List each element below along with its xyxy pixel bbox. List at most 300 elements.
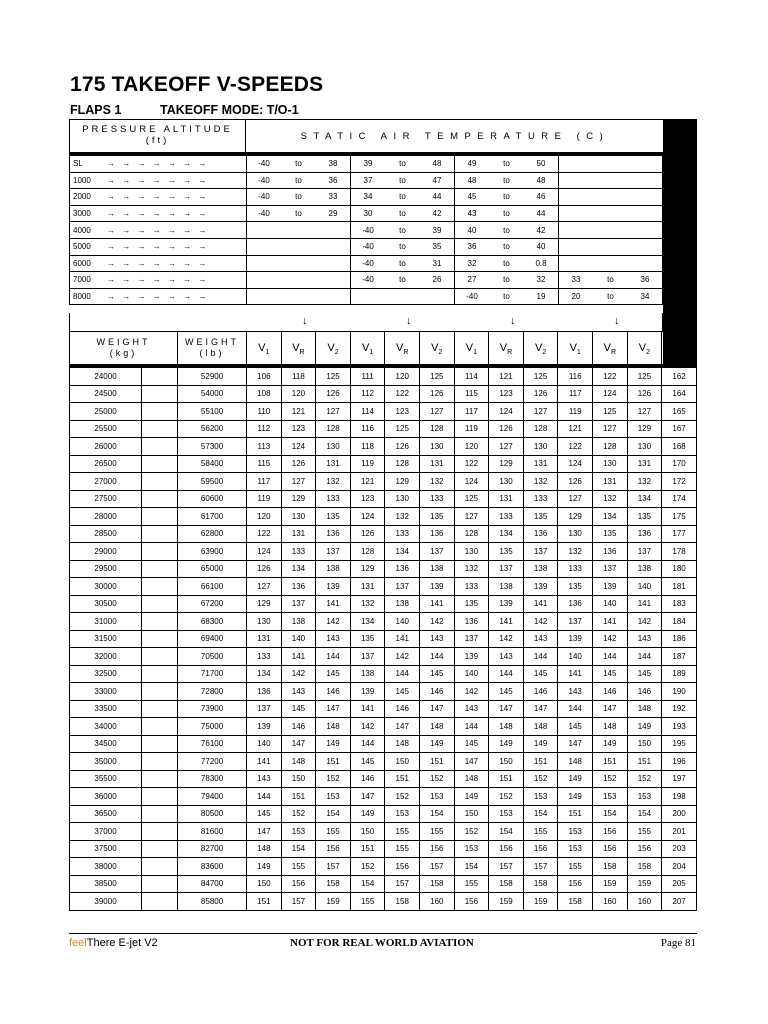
to-label: to xyxy=(399,159,406,169)
speed-cell: 117 xyxy=(558,385,593,403)
speed-cell: 141 xyxy=(281,648,316,666)
table-row xyxy=(70,455,697,473)
down-arrow: ↓ xyxy=(302,315,308,327)
speed-cell: 141 xyxy=(593,613,628,631)
vfs-cell: 177 xyxy=(662,525,697,543)
weight-lb-cell: 61700 xyxy=(178,508,247,526)
speed-cell: 137 xyxy=(316,543,351,561)
temperature-from: 20 xyxy=(571,292,581,302)
temperature-to: 36 xyxy=(328,175,338,185)
speed-cell: 145 xyxy=(489,683,524,701)
speed-cell: 143 xyxy=(523,630,558,648)
speed-cell: 119 xyxy=(454,420,489,438)
speed-cell: 142 xyxy=(420,613,455,631)
temperature-range xyxy=(559,255,663,272)
pressure-altitude-header xyxy=(70,120,246,153)
arrow-icons: → → → → → → → xyxy=(107,192,209,202)
speed-cell: 155 xyxy=(385,840,420,858)
v1-header: $V_1$ xyxy=(351,332,386,364)
footer-rule xyxy=(69,933,697,934)
temperature-from: 34 xyxy=(363,192,373,202)
speed-cell: 139 xyxy=(454,648,489,666)
vfs-cell: 193 xyxy=(662,718,697,736)
speed-cell: 117 xyxy=(454,403,489,421)
to-label: to xyxy=(399,225,406,235)
altitude-row xyxy=(70,172,663,189)
v2-header: $V_2$ xyxy=(628,332,663,364)
empty-cell xyxy=(142,455,178,473)
temperature-range xyxy=(247,189,351,206)
speed-cell: 149 xyxy=(454,788,489,806)
speed-cell: 132 xyxy=(454,560,489,578)
speed-cell: 140 xyxy=(385,613,420,631)
temperature-from: 39 xyxy=(363,159,373,169)
speed-cell: 135 xyxy=(489,543,524,561)
speed-cell: 137 xyxy=(558,613,593,631)
speed-cell: 147 xyxy=(420,700,455,718)
speed-cell: 124 xyxy=(281,438,316,456)
speed-cell: 157 xyxy=(316,858,351,876)
speed-cell: 129 xyxy=(247,595,282,613)
weight-lb-cell: 60600 xyxy=(178,490,247,508)
altitude-row xyxy=(70,238,663,255)
vfs-cell: 203 xyxy=(662,840,697,858)
temperature-range xyxy=(351,172,455,189)
speed-cell: 127 xyxy=(420,403,455,421)
vfs-cell: 170 xyxy=(662,455,697,473)
weight-kg-cell: 39000 xyxy=(70,893,142,911)
altitude-label xyxy=(70,288,247,305)
arrow-row xyxy=(69,313,663,332)
table-row xyxy=(70,805,697,823)
speed-cell: 146 xyxy=(523,683,558,701)
speed-cell: 135 xyxy=(454,595,489,613)
speed-cell: 120 xyxy=(454,438,489,456)
speed-cell: 110 xyxy=(247,403,282,421)
speed-cell: 114 xyxy=(454,368,489,386)
temperature-range xyxy=(351,205,455,222)
speed-cell: 143 xyxy=(316,630,351,648)
pressure-altitude-unit: (ft) xyxy=(145,135,170,146)
vfs-cell: 184 xyxy=(662,613,697,631)
temperature-range xyxy=(247,172,351,189)
temperature-to: 19 xyxy=(536,292,546,302)
speed-cell: 115 xyxy=(454,385,489,403)
vfs-cell: 164 xyxy=(662,385,697,403)
speed-cell: 154 xyxy=(350,875,385,893)
temperature-range xyxy=(455,205,559,222)
temperature-from: 43 xyxy=(467,209,477,219)
speed-cell: 145 xyxy=(593,665,628,683)
speed-cell: 127 xyxy=(454,508,489,526)
speed-cell: 148 xyxy=(454,770,489,788)
speed-cell: 132 xyxy=(523,473,558,491)
empty-cell xyxy=(142,893,178,911)
speed-cell: 144 xyxy=(420,648,455,666)
temperature-to: 39 xyxy=(432,225,442,235)
to-label: to xyxy=(503,242,510,252)
speed-cell: 137 xyxy=(593,560,628,578)
weight-kg-cell: 32500 xyxy=(70,665,142,683)
to-label: to xyxy=(295,159,302,169)
speed-cell: 140 xyxy=(627,578,662,596)
speed-cell: 134 xyxy=(350,613,385,631)
weight-lb-unit: (lb) xyxy=(199,348,225,358)
weight-kg-cell: 37000 xyxy=(70,823,142,841)
speed-cell: 112 xyxy=(247,420,282,438)
speed-cell: 131 xyxy=(420,455,455,473)
speed-cell: 143 xyxy=(627,630,662,648)
to-label: to xyxy=(399,242,406,252)
speed-cell: 131 xyxy=(523,455,558,473)
speed-cell: 139 xyxy=(420,578,455,596)
speed-cell: 124 xyxy=(558,455,593,473)
speed-cell: 121 xyxy=(558,420,593,438)
speed-cell: 145 xyxy=(281,700,316,718)
to-label: to xyxy=(503,209,510,219)
weight-kg-cell: 29500 xyxy=(70,560,142,578)
table-row xyxy=(70,595,697,613)
speed-cell: 148 xyxy=(385,735,420,753)
temperature-from: -40 xyxy=(258,209,270,219)
temperature-range xyxy=(351,189,455,206)
table-row xyxy=(70,578,697,596)
table-row xyxy=(70,840,697,858)
altitude-value: 5000 xyxy=(73,242,91,252)
temperature-to: 47 xyxy=(432,175,442,185)
temperature-from: -40 xyxy=(362,225,374,235)
weight-lb-cell: 77200 xyxy=(178,753,247,771)
down-arrow: ↓ xyxy=(510,315,516,327)
vr-header: $V_R$ xyxy=(385,332,420,364)
speed-cell: 149 xyxy=(316,735,351,753)
speed-cell: 148 xyxy=(489,718,524,736)
vfs-cell: 165 xyxy=(662,403,697,421)
speed-cell: 121 xyxy=(281,403,316,421)
weight-lb-cell: 59500 xyxy=(178,473,247,491)
speed-cell: 155 xyxy=(558,858,593,876)
speed-cell: 129 xyxy=(489,455,524,473)
weight-lb-cell: 72800 xyxy=(178,683,247,701)
temperature-range xyxy=(455,222,559,239)
weight-lb-label: WEIGHT xyxy=(185,337,239,347)
speed-cell: 137 xyxy=(350,648,385,666)
speed-cell: 147 xyxy=(350,788,385,806)
speed-cell: 132 xyxy=(593,490,628,508)
speed-cell: 123 xyxy=(350,490,385,508)
altitude-value: 7000 xyxy=(73,275,91,285)
speed-cell: 148 xyxy=(523,718,558,736)
speed-cell: 144 xyxy=(247,788,282,806)
temperature-range xyxy=(559,189,663,206)
speed-cell: 126 xyxy=(281,455,316,473)
speed-cell: 124 xyxy=(350,508,385,526)
temperature-range xyxy=(247,272,351,289)
temperature-from: 37 xyxy=(363,175,373,185)
speed-cell: 120 xyxy=(247,508,282,526)
temperature-from: 40 xyxy=(467,225,477,235)
altitude-label xyxy=(70,205,247,222)
speed-cell: 152 xyxy=(593,770,628,788)
temperature-to: 32 xyxy=(536,275,546,285)
speed-cell: 142 xyxy=(454,683,489,701)
speed-cell: 123 xyxy=(281,420,316,438)
speed-cell: 133 xyxy=(489,508,524,526)
temperature-to: 29 xyxy=(328,209,338,219)
temperature-from: 36 xyxy=(467,242,477,252)
speed-cell: 136 xyxy=(454,613,489,631)
down-arrow: ↓ xyxy=(406,315,412,327)
speed-cell: 156 xyxy=(523,840,558,858)
speed-cell: 153 xyxy=(316,788,351,806)
speed-cell: 147 xyxy=(247,823,282,841)
weight-lb-cell: 70500 xyxy=(178,648,247,666)
speed-cell: 120 xyxy=(385,368,420,386)
speed-cell: 151 xyxy=(420,753,455,771)
weight-lb-cell: 68300 xyxy=(178,613,247,631)
table-row xyxy=(70,613,697,631)
speed-cell: 160 xyxy=(593,893,628,911)
speed-cell: 131 xyxy=(316,455,351,473)
static-air-temperature-header: STATIC AIR TEMPERATURE (C) xyxy=(300,131,610,142)
arrow-icons: → → → → → → → xyxy=(107,209,209,219)
weight-lb-cell: 81600 xyxy=(178,823,247,841)
empty-cell xyxy=(142,560,178,578)
speed-cell: 136 xyxy=(420,525,455,543)
speed-cell: 149 xyxy=(247,858,282,876)
speed-cell: 158 xyxy=(593,858,628,876)
speed-cell: 158 xyxy=(523,875,558,893)
table-row xyxy=(70,858,697,876)
speed-cell: 144 xyxy=(523,648,558,666)
speed-cell: 148 xyxy=(247,840,282,858)
speed-cell: 154 xyxy=(454,858,489,876)
speed-cell: 147 xyxy=(593,700,628,718)
speed-cell: 149 xyxy=(523,735,558,753)
speed-cell: 146 xyxy=(627,683,662,701)
speed-cell: 150 xyxy=(454,805,489,823)
speed-cell: 145 xyxy=(558,718,593,736)
to-label: to xyxy=(503,192,510,202)
speed-cell: 134 xyxy=(281,560,316,578)
speed-cell: 127 xyxy=(316,403,351,421)
speed-cell: 142 xyxy=(385,648,420,666)
weight-kg-cell: 29000 xyxy=(70,543,142,561)
temperature-to: 36 xyxy=(640,275,650,285)
speed-cell: 134 xyxy=(593,508,628,526)
speed-cell: 125 xyxy=(593,403,628,421)
table-row xyxy=(70,700,697,718)
speed-cell: 149 xyxy=(420,735,455,753)
empty-cell xyxy=(142,438,178,456)
speed-cell: 150 xyxy=(350,823,385,841)
empty-cell xyxy=(142,595,178,613)
speed-cell: 151 xyxy=(523,753,558,771)
speed-cell: 137 xyxy=(281,595,316,613)
empty-cell xyxy=(142,420,178,438)
speed-cell: 148 xyxy=(593,718,628,736)
speed-cell: 146 xyxy=(420,683,455,701)
temperature-from: -40 xyxy=(362,275,374,285)
speed-cell: 128 xyxy=(420,420,455,438)
weight-lb-cell: 67200 xyxy=(178,595,247,613)
weight-kg-cell: 25000 xyxy=(70,403,142,421)
speed-cell: 135 xyxy=(420,508,455,526)
speed-cell: 136 xyxy=(281,578,316,596)
speed-cell: 123 xyxy=(489,385,524,403)
speed-cell: 140 xyxy=(558,648,593,666)
temperature-to: 33 xyxy=(328,192,338,202)
speed-cell: 133 xyxy=(247,648,282,666)
table-row xyxy=(70,770,697,788)
empty-cell xyxy=(142,630,178,648)
speed-cell: 141 xyxy=(316,595,351,613)
temperature-range xyxy=(351,255,455,272)
empty-cell xyxy=(142,718,178,736)
vfs-cell: 197 xyxy=(662,770,697,788)
speed-cell: 137 xyxy=(420,543,455,561)
table-row xyxy=(70,735,697,753)
speed-cell: 152 xyxy=(489,788,524,806)
altitude-row xyxy=(70,189,663,206)
speed-cell: 155 xyxy=(420,823,455,841)
altitude-label xyxy=(70,272,247,289)
speed-cell: 157 xyxy=(385,875,420,893)
speed-cell: 156 xyxy=(627,840,662,858)
table-row xyxy=(70,788,697,806)
speed-cell: 126 xyxy=(247,560,282,578)
vfs-cell: 174 xyxy=(662,490,697,508)
speed-cell: 153 xyxy=(489,805,524,823)
empty-cell xyxy=(142,368,178,386)
speed-cell: 132 xyxy=(385,508,420,526)
v1-header: $V_1$ xyxy=(455,332,490,364)
temperature-range xyxy=(351,272,455,289)
to-label: to xyxy=(295,175,302,185)
speed-cell: 151 xyxy=(350,840,385,858)
speed-cell: 130 xyxy=(489,473,524,491)
speed-cell: 153 xyxy=(523,788,558,806)
speed-cell: 122 xyxy=(558,438,593,456)
altitude-label xyxy=(70,189,247,206)
speed-cell: 120 xyxy=(281,385,316,403)
speed-cell: 156 xyxy=(281,875,316,893)
weight-kg-cell: 27000 xyxy=(70,473,142,491)
temperature-from: 32 xyxy=(467,258,477,268)
speed-cell: 132 xyxy=(316,473,351,491)
speed-cell: 141 xyxy=(489,613,524,631)
temperature-to: 42 xyxy=(432,209,442,219)
speed-cell: 154 xyxy=(281,840,316,858)
page-number: Page 81 xyxy=(660,937,696,949)
speed-cell: 119 xyxy=(247,490,282,508)
speed-cell: 133 xyxy=(316,490,351,508)
empty-cell xyxy=(142,490,178,508)
speed-cell: 132 xyxy=(350,595,385,613)
speed-cell: 142 xyxy=(281,665,316,683)
table-row xyxy=(70,490,697,508)
speed-cell: 130 xyxy=(247,613,282,631)
speed-cell: 147 xyxy=(558,735,593,753)
speed-cell: 153 xyxy=(420,788,455,806)
speed-cell: 151 xyxy=(316,753,351,771)
speed-cell: 149 xyxy=(558,788,593,806)
empty-cell xyxy=(142,648,178,666)
speed-cell: 148 xyxy=(627,700,662,718)
speed-cell: 158 xyxy=(420,875,455,893)
altitude-row xyxy=(70,272,663,289)
brand-name: There E-jet V2 xyxy=(86,937,158,949)
speed-cell: 144 xyxy=(454,718,489,736)
weight-kg-cell: 33500 xyxy=(70,700,142,718)
to-label: to xyxy=(399,175,406,185)
speed-cell: 152 xyxy=(627,770,662,788)
speed-cell: 148 xyxy=(420,718,455,736)
to-label: to xyxy=(399,275,406,285)
empty-cell xyxy=(142,385,178,403)
weight-kg-cell: 30000 xyxy=(70,578,142,596)
speed-cell: 155 xyxy=(627,823,662,841)
temperature-range xyxy=(559,205,663,222)
temperature-to: 35 xyxy=(432,242,442,252)
speed-cell: 115 xyxy=(247,455,282,473)
table-row xyxy=(70,665,697,683)
speed-cell: 137 xyxy=(489,560,524,578)
temperature-range xyxy=(559,238,663,255)
speed-cell: 157 xyxy=(489,858,524,876)
weight-kg-cell: 37500 xyxy=(70,840,142,858)
speed-cell: 152 xyxy=(454,823,489,841)
altitude-label xyxy=(70,238,247,255)
speed-cell: 141 xyxy=(558,665,593,683)
v2-header: $V_2$ xyxy=(420,332,455,364)
altitude-value: 4000 xyxy=(73,225,91,235)
weight-lb-cell: 82700 xyxy=(178,840,247,858)
speed-cell: 127 xyxy=(627,403,662,421)
speed-cell: 156 xyxy=(558,875,593,893)
vfs-cell: 204 xyxy=(662,858,697,876)
empty-cell xyxy=(142,683,178,701)
speed-cell: 144 xyxy=(350,735,385,753)
temperature-range xyxy=(559,156,663,173)
temperature-range xyxy=(455,238,559,255)
speed-cell: 152 xyxy=(420,770,455,788)
speed-cell: 152 xyxy=(523,770,558,788)
weight-kg-cell: 35500 xyxy=(70,770,142,788)
weight-lb-cell: 65000 xyxy=(178,560,247,578)
speed-cell: 137 xyxy=(385,578,420,596)
weight-lb-cell: 76100 xyxy=(178,735,247,753)
speed-cell: 155 xyxy=(281,858,316,876)
speed-cell: 128 xyxy=(316,420,351,438)
speed-cell: 153 xyxy=(454,840,489,858)
speed-cell: 127 xyxy=(281,473,316,491)
speed-cell: 125 xyxy=(454,490,489,508)
weight-kg-cell: 24500 xyxy=(70,385,142,403)
speed-cell: 151 xyxy=(385,770,420,788)
speed-cell: 130 xyxy=(593,455,628,473)
empty-cell xyxy=(142,508,178,526)
speed-cell: 142 xyxy=(593,630,628,648)
speed-cell: 145 xyxy=(627,665,662,683)
speed-cell: 127 xyxy=(489,438,524,456)
empty-cell xyxy=(142,543,178,561)
speed-cell: 146 xyxy=(316,683,351,701)
speed-cell: 150 xyxy=(247,875,282,893)
speed-cell: 152 xyxy=(316,770,351,788)
empty-cell xyxy=(142,613,178,631)
temperature-to: 34 xyxy=(640,292,650,302)
